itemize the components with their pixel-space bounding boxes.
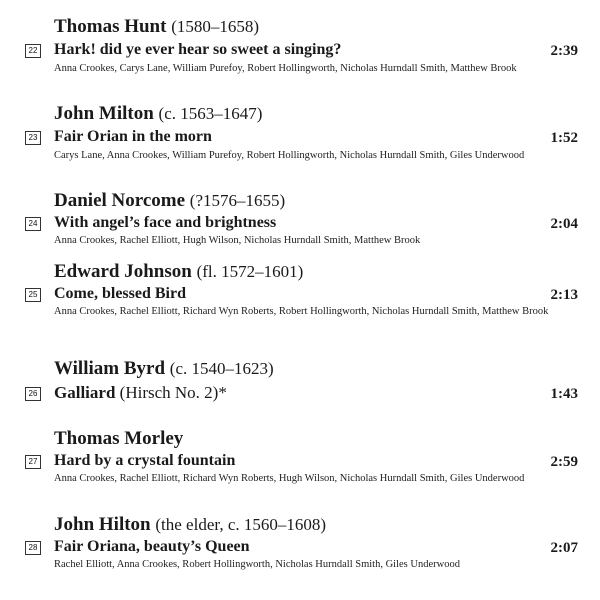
track-performers: Carys Lane, Anna Crookes, William Purefoy, Robert Hollingworth, Nicholas Hurndall Smith, Giles Underwood xyxy=(54,150,525,161)
track-performers: Anna Crookes, Carys Lane, William Purefoy, Robert Hollingworth, Nicholas Hurndall Smith, Matthew Brook xyxy=(54,63,517,74)
track-number-box: 26 xyxy=(25,387,41,401)
track-title-note: (Hirsch No. 2)* xyxy=(115,383,227,402)
track-duration: 1:52 xyxy=(550,130,578,146)
track-performers: Rachel Elliott, Anna Crookes, Robert Hollingworth, Nicholas Hurndall Smith, Giles Underwood xyxy=(54,559,460,570)
track-title-text: Come, blessed Bird xyxy=(54,285,186,302)
track-number-box: 22 xyxy=(25,44,41,58)
track-duration: 2:39 xyxy=(550,43,578,59)
track-title-text: Fair Oriana, beauty’s Queen xyxy=(54,538,250,555)
track-number-box: 28 xyxy=(25,541,41,555)
composer-dates: (c. 1563–1647) xyxy=(158,104,263,123)
track-title xyxy=(54,127,212,147)
composer-heading xyxy=(54,16,259,38)
track-performers: Anna Crookes, Rachel Elliott, Richard Wyn Roberts, Robert Hollingworth, Nicholas Hurndall Smith, Matthew Brook xyxy=(54,306,549,317)
track-title xyxy=(54,284,186,304)
track-duration: 2:13 xyxy=(550,287,578,303)
track-title-text: Hard by a crystal fountain xyxy=(54,452,236,469)
composer-name: John Milton xyxy=(54,103,154,124)
track-title-text: Hark! did ye ever hear so sweet a singing? xyxy=(54,41,342,58)
track-duration: 1:43 xyxy=(550,386,578,402)
track-title xyxy=(54,40,341,60)
composer-name: William Byrd xyxy=(54,358,166,379)
composer-dates: (?1576–1655) xyxy=(189,191,286,210)
track-performers: Anna Crookes, Rachel Elliott, Hugh Wilson, Nicholas Hurndall Smith, Matthew Brook xyxy=(54,235,421,246)
track-duration: 2:07 xyxy=(550,540,578,556)
composer-heading xyxy=(54,358,274,380)
track-title xyxy=(54,451,235,471)
composer-dates: (the elder, c. 1560–1608) xyxy=(155,515,327,534)
track-title xyxy=(54,213,276,233)
composer-name: Daniel Norcome xyxy=(54,190,186,211)
composer-name: Edward Johnson xyxy=(54,261,192,282)
track-number-box: 24 xyxy=(25,217,41,231)
composer-heading xyxy=(54,514,326,536)
composer-name: John Hilton xyxy=(54,514,151,535)
track-number-box: 23 xyxy=(25,131,41,145)
composer-name: Thomas Hunt xyxy=(54,16,167,37)
composer-heading xyxy=(54,428,183,450)
composer-name: Thomas Morley xyxy=(54,428,184,449)
track-duration: 2:04 xyxy=(550,216,578,232)
composer-heading xyxy=(54,103,262,125)
composer-dates: (fl. 1572–1601) xyxy=(196,262,304,281)
track-number-box: 27 xyxy=(25,455,41,469)
track-title xyxy=(54,537,250,557)
composer-dates: (c. 1540–1623) xyxy=(169,359,274,378)
track-number-box: 25 xyxy=(25,288,41,302)
composer-heading xyxy=(54,261,303,283)
track-title-text: With angel’s face and brightness xyxy=(54,214,277,231)
track-title-text: Galliard xyxy=(54,383,116,402)
composer-dates: (1580–1658) xyxy=(171,17,260,36)
track-duration: 2:59 xyxy=(550,454,578,470)
composer-heading xyxy=(54,190,285,212)
track-title-text: Fair Orian in the morn xyxy=(54,128,212,145)
track-title xyxy=(54,383,227,403)
track-performers: Anna Crookes, Rachel Elliott, Richard Wyn Roberts, Hugh Wilson, Nicholas Hurndall Smith, Giles Underwood xyxy=(54,473,525,484)
